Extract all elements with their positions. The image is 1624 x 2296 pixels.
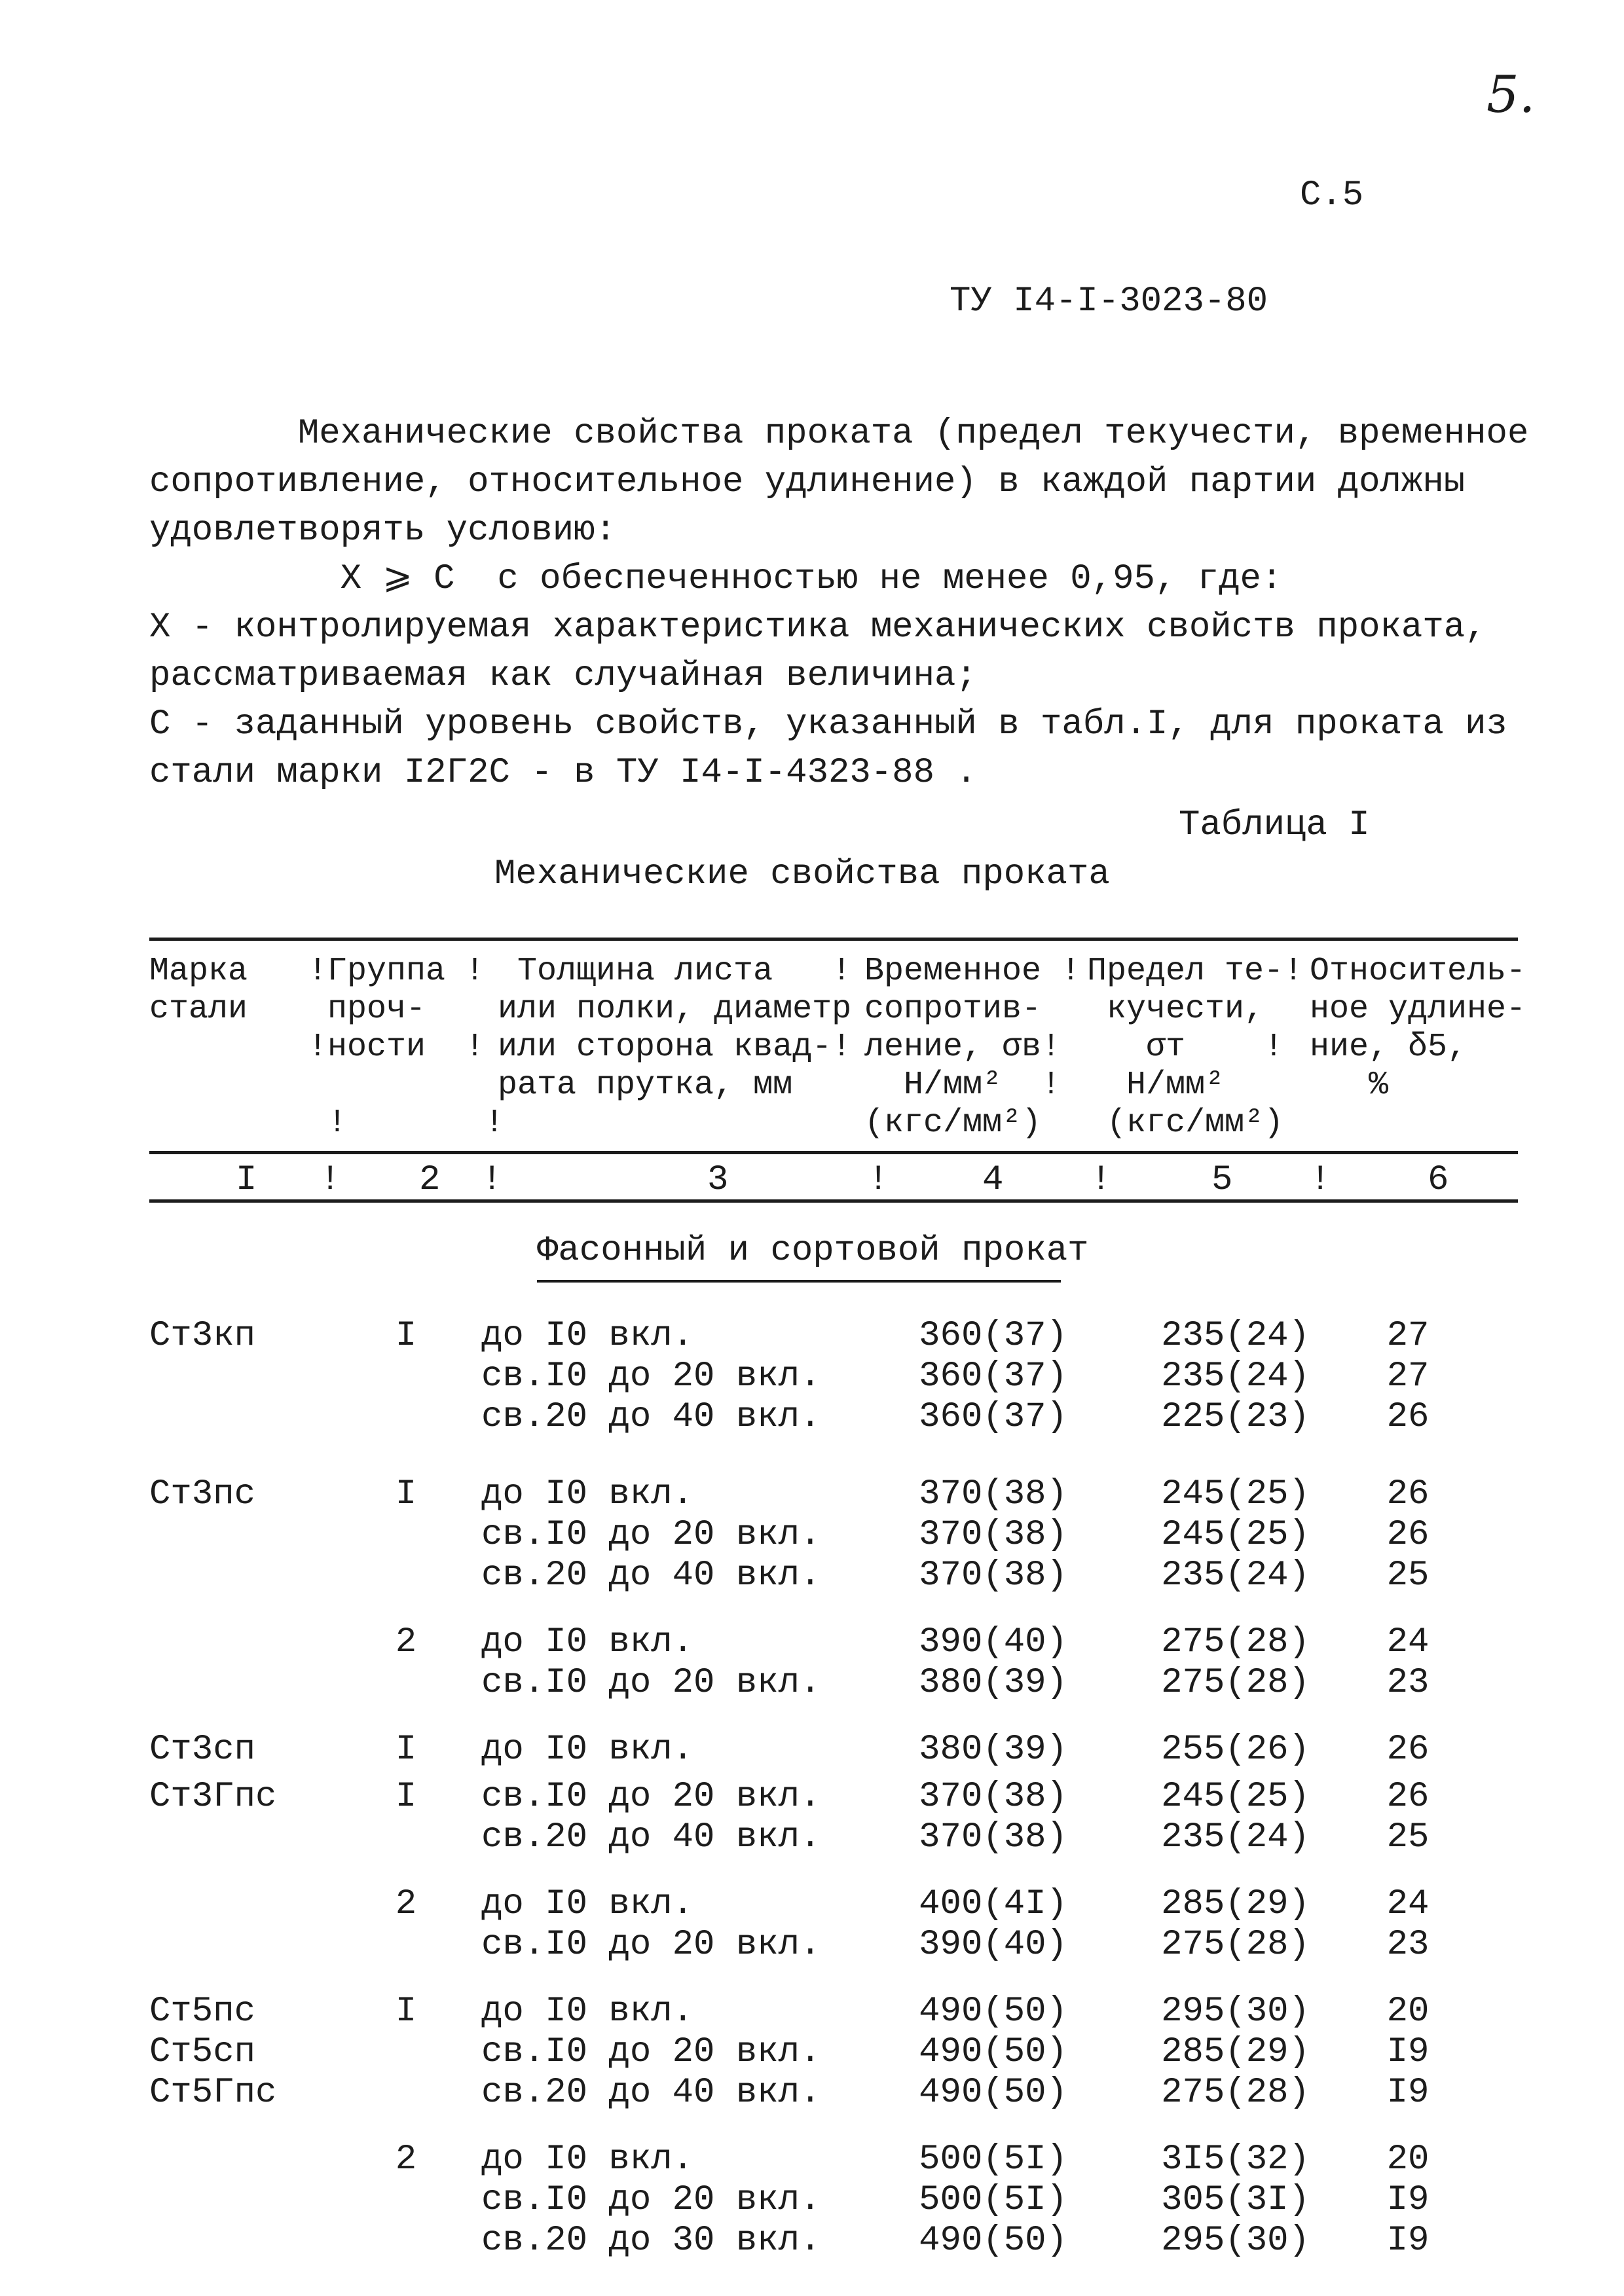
cell-yield: 245(25) bbox=[1161, 1515, 1310, 1555]
cell-elong: 24 bbox=[1386, 1622, 1430, 1662]
cell-tensile: 380(39) bbox=[919, 1730, 1067, 1770]
cell-elong: 26 bbox=[1386, 1515, 1430, 1555]
cell-elong: 20 bbox=[1386, 2140, 1430, 2179]
cell-yield: 225(23) bbox=[1161, 1397, 1310, 1437]
cell-grade: Ст5сп bbox=[149, 2032, 256, 2072]
cell-yield: 235(24) bbox=[1161, 1357, 1310, 1396]
cell-thickness: св.20 до 40 вкл. bbox=[481, 2073, 821, 2113]
document-code: ТУ I4-I-3023-80 bbox=[950, 282, 1268, 321]
header-strength-group: !Группа ! проч- !ности ! ! ! bbox=[308, 953, 505, 1142]
cell-elong: 23 bbox=[1386, 1925, 1430, 1965]
handwritten-page-number: 5. bbox=[1486, 65, 1536, 124]
cell-elong: 20 bbox=[1386, 1992, 1430, 2032]
column-number: 5 bbox=[1211, 1160, 1233, 1200]
cell-tensile: 370(38) bbox=[919, 1556, 1067, 1595]
cell-thickness: до I0 вкл. bbox=[481, 1622, 694, 1662]
cell-elong: 26 bbox=[1386, 1474, 1430, 1514]
cell-elong: 26 bbox=[1386, 1397, 1430, 1437]
cell-tensile: 370(38) bbox=[919, 1515, 1067, 1555]
cell-group: I bbox=[395, 1777, 417, 1817]
cell-yield: 3I5(32) bbox=[1161, 2140, 1310, 2179]
cell-tensile: 490(50) bbox=[919, 2073, 1067, 2113]
table-label: Таблица I bbox=[1179, 805, 1370, 845]
column-number: ! bbox=[868, 1160, 889, 1200]
cell-yield: 245(25) bbox=[1161, 1777, 1310, 1817]
intro-line: сопротивление, относительное удлинение) в каждой партии должны bbox=[149, 462, 1466, 502]
cell-thickness: св.I0 до 20 вкл. bbox=[481, 2180, 821, 2220]
intro-line: удовлетворять условию: bbox=[149, 511, 616, 551]
page-label: С.5 bbox=[1300, 175, 1364, 215]
cell-tensile: 360(37) bbox=[919, 1316, 1067, 1356]
cell-grade: Ст3сп bbox=[149, 1730, 256, 1770]
cell-grade: Ст3кп bbox=[149, 1316, 256, 1356]
cell-thickness: св.20 до 40 вкл. bbox=[481, 1556, 821, 1595]
cell-elong: 24 bbox=[1386, 1884, 1430, 1924]
column-number: 2 bbox=[419, 1160, 441, 1200]
section-title: Фасонный и сортовой прокат bbox=[537, 1231, 1089, 1271]
cell-group: I bbox=[395, 1992, 417, 2032]
table-header-rule bbox=[149, 1151, 1518, 1154]
cell-elong: 27 bbox=[1386, 1316, 1430, 1356]
cell-thickness: св.20 до 30 вкл. bbox=[481, 2221, 821, 2261]
cell-tensile: 500(5I) bbox=[919, 2180, 1067, 2220]
cell-elong: 26 bbox=[1386, 1777, 1430, 1817]
cell-yield: 275(28) bbox=[1161, 1622, 1310, 1662]
header-tensile-strength: Временное ! сопротив- ление, σв! Н/мм² ! (кгс/мм²) bbox=[864, 953, 1081, 1142]
column-number: ! bbox=[1310, 1160, 1331, 1200]
column-number: 4 bbox=[982, 1160, 1004, 1200]
cell-group: 2 bbox=[395, 2140, 417, 2179]
header-steel-grade: Марка стали bbox=[149, 953, 248, 1028]
cell-yield: 235(24) bbox=[1161, 1316, 1310, 1356]
cell-tensile: 490(50) bbox=[919, 2221, 1067, 2261]
cell-thickness: св.I0 до 20 вкл. bbox=[481, 1515, 821, 1555]
cell-thickness: св.I0 до 20 вкл. bbox=[481, 2032, 821, 2072]
intro-line: Механические свойства проката (предел текучести, временное bbox=[149, 414, 1529, 454]
intro-line: рассматриваемая как случайная величина; bbox=[149, 656, 977, 696]
cell-grade: Ст3пс bbox=[149, 1474, 256, 1514]
cell-tensile: 490(50) bbox=[919, 1992, 1067, 2032]
cell-tensile: 380(39) bbox=[919, 1663, 1067, 1703]
cell-yield: 295(30) bbox=[1161, 1992, 1310, 2032]
intro-line: Х ⩾ С с обеспеченностью не менее 0,95, где: bbox=[149, 559, 1283, 599]
table-title: Механические свойства проката bbox=[494, 854, 1110, 894]
intro-line: Х - контролируемая характеристика механических свойств проката, bbox=[149, 608, 1486, 647]
cell-elong: 23 bbox=[1386, 1663, 1430, 1703]
cell-yield: 235(24) bbox=[1161, 1817, 1310, 1857]
cell-grade: Ст5пс bbox=[149, 1992, 256, 2032]
column-number: ! bbox=[1090, 1160, 1112, 1200]
header-elongation: Относитель- ное удлине- ние, δ5, % bbox=[1310, 953, 1526, 1104]
cell-elong: I9 bbox=[1386, 2032, 1430, 2072]
table-top-rule bbox=[149, 938, 1518, 941]
column-number: ! bbox=[481, 1160, 503, 1200]
cell-tensile: 400(4I) bbox=[919, 1884, 1067, 1924]
cell-grade: Ст5Гпс bbox=[149, 2073, 277, 2113]
cell-tensile: 390(40) bbox=[919, 1925, 1067, 1965]
cell-elong: 25 bbox=[1386, 1556, 1430, 1595]
intro-line: стали марки I2Г2С - в ТУ I4-I-4323-88 . bbox=[149, 753, 977, 793]
cell-tensile: 390(40) bbox=[919, 1622, 1067, 1662]
cell-tensile: 490(50) bbox=[919, 2032, 1067, 2072]
section-title-underline bbox=[537, 1280, 1061, 1283]
cell-thickness: св.20 до 40 вкл. bbox=[481, 1397, 821, 1437]
cell-elong: I9 bbox=[1386, 2073, 1430, 2113]
cell-yield: 295(30) bbox=[1161, 2221, 1310, 2261]
column-number: I bbox=[236, 1160, 257, 1200]
cell-group: 2 bbox=[395, 1884, 417, 1924]
header-thickness: Толщина листа ! или полки, диаметр или сторона квад-! рата прутка, мм bbox=[498, 953, 852, 1104]
column-number: 6 bbox=[1428, 1160, 1449, 1200]
cell-thickness: до I0 вкл. bbox=[481, 1884, 694, 1924]
cell-tensile: 360(37) bbox=[919, 1397, 1067, 1437]
cell-yield: 255(26) bbox=[1161, 1730, 1310, 1770]
cell-elong: 25 bbox=[1386, 1817, 1430, 1857]
cell-thickness: св.20 до 40 вкл. bbox=[481, 1817, 821, 1857]
cell-elong: 26 bbox=[1386, 1730, 1430, 1770]
cell-tensile: 370(38) bbox=[919, 1777, 1067, 1817]
cell-tensile: 370(38) bbox=[919, 1817, 1067, 1857]
cell-thickness: до I0 вкл. bbox=[481, 1730, 694, 1770]
cell-tensile: 360(37) bbox=[919, 1357, 1067, 1396]
cell-tensile: 500(5I) bbox=[919, 2140, 1067, 2179]
cell-thickness: св.I0 до 20 вкл. bbox=[481, 1357, 821, 1396]
cell-thickness: св.I0 до 20 вкл. bbox=[481, 1925, 821, 1965]
cell-tensile: 370(38) bbox=[919, 1474, 1067, 1514]
cell-thickness: до I0 вкл. bbox=[481, 1474, 694, 1514]
cell-yield: 275(28) bbox=[1161, 2073, 1310, 2113]
cell-group: I bbox=[395, 1316, 417, 1356]
cell-yield: 275(28) bbox=[1161, 1663, 1310, 1703]
cell-thickness: до I0 вкл. bbox=[481, 2140, 694, 2179]
cell-yield: 245(25) bbox=[1161, 1474, 1310, 1514]
cell-thickness: до I0 вкл. bbox=[481, 1316, 694, 1356]
intro-line: С - заданный уровень свойств, указанный в табл.I, для проката из bbox=[149, 704, 1507, 744]
cell-group: 2 bbox=[395, 1622, 417, 1662]
cell-thickness: св.I0 до 20 вкл. bbox=[481, 1777, 821, 1817]
cell-yield: 285(29) bbox=[1161, 1884, 1310, 1924]
cell-yield: 275(28) bbox=[1161, 1925, 1310, 1965]
cell-elong: 27 bbox=[1386, 1357, 1430, 1396]
cell-elong: I9 bbox=[1386, 2221, 1430, 2261]
column-number: ! bbox=[320, 1160, 341, 1200]
column-number: 3 bbox=[707, 1160, 729, 1200]
cell-grade: Ст3Гпс bbox=[149, 1777, 277, 1817]
header-yield-strength: Предел те-! кучести, σт ! Н/мм² (кгс/мм²) bbox=[1087, 953, 1304, 1142]
cell-elong: I9 bbox=[1386, 2180, 1430, 2220]
cell-group: I bbox=[395, 1730, 417, 1770]
cell-thickness: до I0 вкл. bbox=[481, 1992, 694, 2032]
cell-yield: 235(24) bbox=[1161, 1556, 1310, 1595]
cell-yield: 285(29) bbox=[1161, 2032, 1310, 2072]
cell-thickness: св.I0 до 20 вкл. bbox=[481, 1663, 821, 1703]
cell-yield: 305(3I) bbox=[1161, 2180, 1310, 2220]
cell-group: I bbox=[395, 1474, 417, 1514]
